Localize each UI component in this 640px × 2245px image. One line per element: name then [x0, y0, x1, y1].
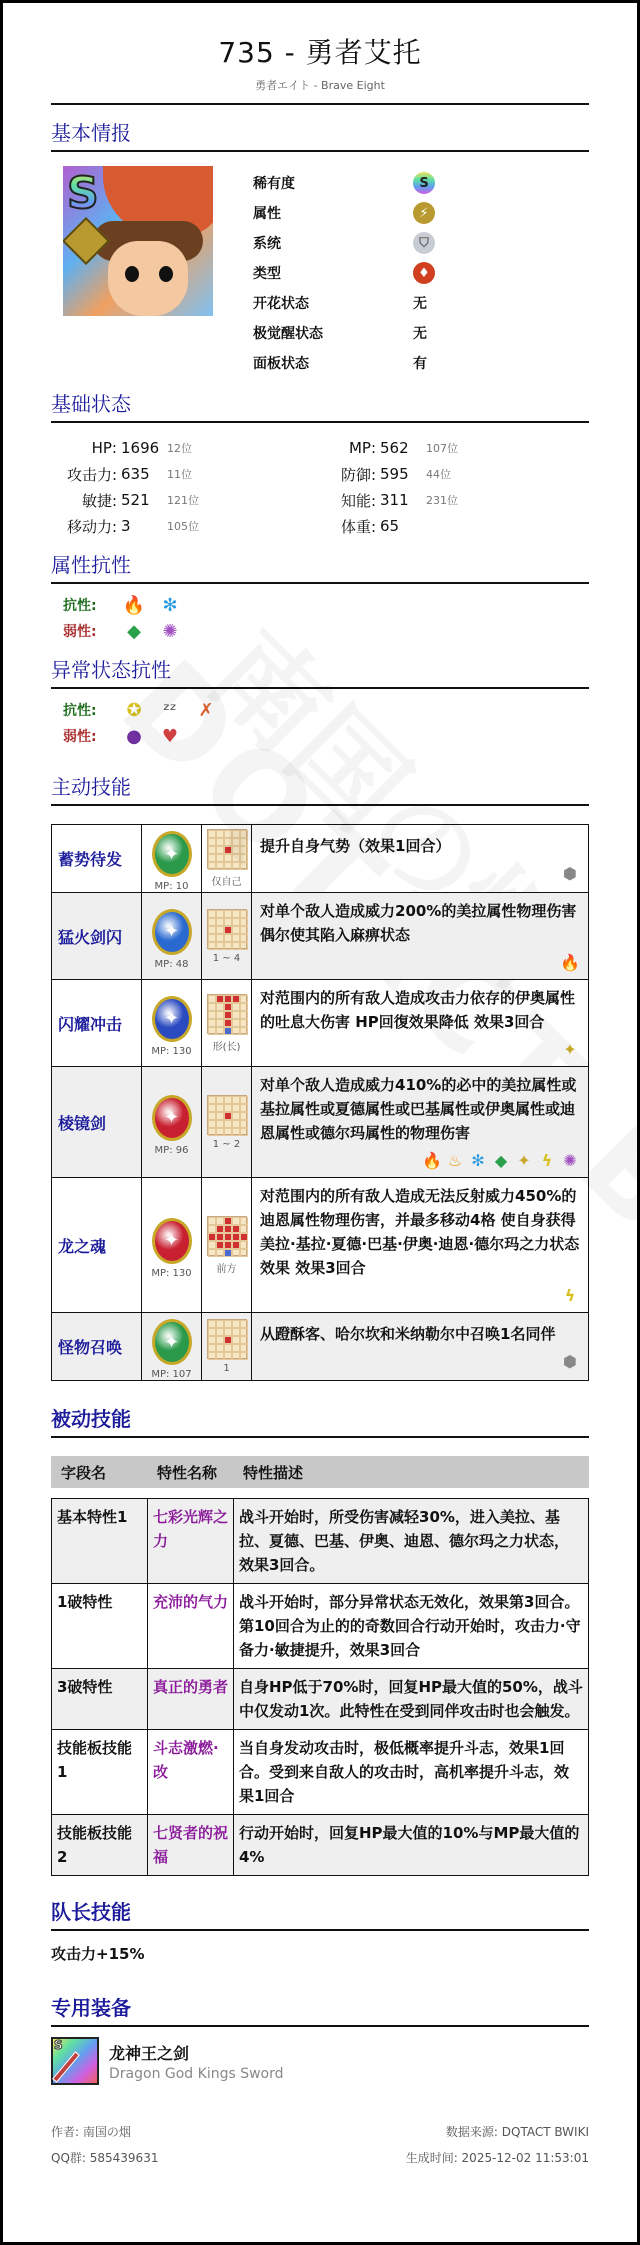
- skill-description: 对单个敌人造成威力200%的美拉属性物理伤害 偶尔使其陷入麻痹状态: [260, 902, 577, 944]
- title-divider: [51, 103, 589, 105]
- flame-icon: ♨: [447, 1151, 463, 1170]
- weak-label: 弱性:: [63, 729, 97, 745]
- passive-name: 斗志激燃·改: [148, 1730, 234, 1815]
- stat-label: 敏捷:: [81, 491, 117, 510]
- rarity-s-icon: S: [67, 168, 99, 219]
- skill-description: 对范围内的所有敌人造成无法反射威力450%的迪恩属性物理伤害，并最多移动4格 使自身获得美拉·基拉·夏德·巴基·伊奥·迪恩·德尔玛之力状态效果 效果3回合: [260, 1187, 580, 1277]
- skill-name: 棱镜剑: [52, 1067, 142, 1178]
- range-grid-icon: [207, 1095, 247, 1135]
- stat-rank: 231位: [426, 494, 458, 507]
- skill-name: 怪物召唤: [52, 1313, 142, 1381]
- skill-row[interactable]: [52, 980, 589, 1067]
- passive-field: 3破特性: [52, 1669, 148, 1730]
- skill-row[interactable]: [52, 1067, 589, 1178]
- stat-value: 65: [380, 517, 400, 535]
- stat-item: [51, 490, 320, 511]
- lightning-icon: ϟ: [564, 1286, 576, 1305]
- ice-icon: ✻: [162, 594, 178, 616]
- weak-label: 弱性:: [63, 624, 97, 640]
- skill-range: 前方: [216, 1263, 237, 1275]
- weak-row: [63, 618, 589, 644]
- equipment-item[interactable]: [51, 2037, 589, 2085]
- confusion-icon: ✪: [126, 699, 142, 721]
- element-resist: [51, 592, 589, 644]
- passive-row: [52, 1815, 589, 1876]
- light-icon: ✦: [517, 1151, 531, 1170]
- passive-skills-table: [51, 1498, 589, 1876]
- skill-mp-cost: MP: 10: [154, 881, 189, 892]
- footer-qq: QQ群: 585439631: [51, 2151, 159, 2165]
- skill-row[interactable]: [52, 1313, 589, 1381]
- stat-item: [51, 439, 320, 457]
- stat-value: 521: [121, 491, 150, 509]
- passive-name: 充沛的气力: [148, 1584, 234, 1669]
- skill-range: 1 ~ 4: [212, 952, 241, 964]
- range-grid-icon: [207, 994, 247, 1034]
- fire-icon: 🔥: [422, 1151, 442, 1170]
- section-exclusive-equip: 专用装备: [51, 1992, 589, 2027]
- rarity-s-icon: S: [413, 172, 435, 194]
- basic-info-list: [253, 168, 435, 376]
- stat-value: 562: [380, 439, 409, 457]
- active-skills-table: [51, 824, 589, 1381]
- attack-type-icon: ♦: [413, 262, 435, 284]
- skill-mp-cost: MP: 96: [154, 1144, 189, 1156]
- skill-description: 对单个敌人造成威力410%的必中的美拉属性或基拉属性或夏德属性或巴基属性或伊奥属性或迪恩属性或德尔玛属性的物理伤害: [260, 1076, 577, 1142]
- skill-row[interactable]: [52, 1178, 589, 1313]
- stat-row: [51, 513, 589, 539]
- lightning-element-icon: ⚡: [413, 202, 435, 224]
- info-row: [253, 318, 435, 348]
- stat-rank: 107位: [426, 442, 458, 455]
- info-value: 有: [413, 356, 427, 372]
- fire-icon: 🔥: [560, 953, 580, 972]
- passive-row: [52, 1584, 589, 1669]
- character-portrait: [63, 166, 213, 316]
- stat-item: [51, 464, 320, 485]
- stat-value: 3: [121, 517, 131, 535]
- stat-row: [51, 461, 589, 487]
- leader-skill-text: 攻击力+15%: [51, 1945, 145, 1963]
- stat-item: [320, 490, 589, 511]
- skill-icon: ✦: [152, 1095, 192, 1141]
- stat-value: 311: [380, 491, 409, 509]
- equipment-name: 龙神王之剑: [109, 2043, 190, 2063]
- section-leader-skill: 队长技能: [51, 1896, 589, 1931]
- stat-row: [51, 435, 589, 461]
- passive-name: 七彩光辉之力: [148, 1499, 234, 1584]
- passive-row: [52, 1499, 589, 1584]
- page-subtitle: 勇者エイト - Brave Eight: [255, 79, 385, 92]
- stat-rank: 12位: [167, 442, 192, 455]
- skill-description: 从蹬酥客、哈尔坎和米纳勒尔中召唤1名同伴: [260, 1324, 556, 1343]
- stats-grid: [51, 435, 589, 539]
- info-row: [253, 198, 435, 228]
- skill-name: 龙之魂: [52, 1178, 142, 1313]
- skill-elements: [260, 1149, 580, 1171]
- skill-name: 蓄势待发: [52, 825, 142, 893]
- stat-label: 防御:: [340, 465, 376, 484]
- stat-label: 知能:: [340, 491, 376, 510]
- page-title: 735 - 勇者艾托: [218, 36, 422, 69]
- skill-description: 提升自身气势（效果1回合）: [260, 836, 451, 855]
- section-base-stats: 基础状态: [51, 388, 589, 423]
- stat-rank: 121位: [167, 494, 199, 507]
- passive-desc: 行动开始时，回复HP最大值的10%与MP最大值的4%: [234, 1815, 589, 1876]
- resist-label: 抗性:: [63, 598, 97, 614]
- resist-row: [63, 592, 589, 618]
- skill-range: 1 ~ 2: [212, 1138, 241, 1150]
- wind-icon: ◆: [127, 620, 141, 642]
- skill-elements: [260, 862, 580, 884]
- skill-icon: ✦: [152, 831, 192, 877]
- equipment-name-en: Dragon God Kings Sword: [109, 2065, 284, 2082]
- fire-icon: 🔥: [122, 594, 146, 616]
- skill-elements: [260, 951, 580, 973]
- sleep-icon: ᶻᶻ: [163, 699, 177, 721]
- stat-label: 体重:: [340, 517, 376, 536]
- none-icon: ⬢: [563, 1351, 577, 1371]
- range-grid-icon: [207, 909, 247, 949]
- section-basic-info: 基本情报: [51, 117, 589, 152]
- passive-name: 七贤者的祝福: [148, 1815, 234, 1876]
- basic-info: [51, 166, 589, 376]
- none-icon: ⬢: [563, 863, 577, 883]
- skill-elements: [260, 1350, 580, 1372]
- stat-value: 595: [380, 465, 409, 483]
- ice-icon: ✻: [471, 1151, 485, 1170]
- info-label: 面板状态: [253, 356, 309, 372]
- stat-item: [51, 516, 320, 537]
- info-row: [253, 228, 435, 258]
- info-label: 属性: [253, 206, 281, 222]
- footer-source: 数据来源: DQTACT BWIKI: [445, 2125, 589, 2139]
- passive-field: 技能板技能1: [52, 1730, 148, 1815]
- skill-elements: [260, 1284, 580, 1306]
- stat-value: 635: [121, 465, 150, 483]
- skill-icon: ✦: [152, 1319, 192, 1365]
- section-element-resist: 属性抗性: [51, 549, 589, 584]
- range-grid-icon: [207, 1216, 247, 1256]
- skill-icon: ✦: [152, 909, 192, 955]
- range-grid-icon: [207, 829, 247, 869]
- skill-name: 闪耀冲击: [52, 980, 142, 1067]
- info-label: 开花状态: [253, 296, 309, 312]
- dark-icon: ✺: [162, 620, 178, 642]
- info-label: 系统: [253, 236, 281, 252]
- skill-description: 对范围内的所有敌人造成攻击力依存的伊奥属性的吐息大伤害 HP回復效果降低 效果3回合: [260, 989, 576, 1031]
- passive-row: [52, 1730, 589, 1815]
- resist-label: 抗性:: [63, 703, 97, 719]
- stat-value: 1696: [121, 439, 160, 457]
- info-value: 无: [413, 326, 427, 342]
- passive-name: 真正的勇者: [148, 1669, 234, 1730]
- passive-field: 技能板技能2: [52, 1815, 148, 1876]
- title-block: [51, 3, 589, 93]
- charm-icon: ♥: [161, 725, 179, 747]
- info-label: 类型: [253, 266, 281, 282]
- stat-item: [320, 464, 589, 485]
- info-label: 稀有度: [253, 176, 295, 192]
- info-row: [253, 288, 435, 318]
- section-passive-skills: 被动技能: [51, 1403, 589, 1438]
- range-grid-icon: [207, 1319, 247, 1359]
- info-row: [253, 348, 435, 378]
- sword-icon: S: [51, 2037, 99, 2085]
- info-value: 无: [413, 296, 427, 312]
- passive-table-header: [51, 1456, 589, 1488]
- weak-row: [63, 723, 589, 749]
- wind-icon: ◆: [494, 1151, 508, 1170]
- skill-mp-cost: MP: 130: [151, 1045, 192, 1057]
- stat-rank: 11位: [167, 468, 192, 481]
- info-row: [253, 258, 435, 288]
- shield-system-icon: ⛉: [413, 232, 435, 254]
- section-active-skills: 主动技能: [51, 771, 589, 806]
- footer: [51, 2119, 589, 2171]
- stat-label: 攻击力:: [66, 465, 117, 484]
- skill-range: 1: [223, 1363, 230, 1374]
- passive-field: 基本特性1: [52, 1499, 148, 1584]
- info-label: 极觉醒状态: [253, 326, 323, 342]
- attack-down-icon: ✗: [198, 699, 214, 721]
- skill-icon: ✦: [152, 996, 192, 1042]
- lightning-icon: ϟ: [541, 1151, 553, 1170]
- footer-author: 作者: 南国の烟: [51, 2125, 131, 2139]
- passive-desc: 战斗开始时，部分异常状态无效化，效果第3回合。第10回合为止的的奇数回合行动开始时，攻击力·守备力·敏捷提升，效果3回合: [234, 1584, 589, 1669]
- skill-icon: ✦: [152, 1218, 192, 1264]
- skill-range: 仅自己: [211, 877, 242, 888]
- stat-item: [320, 439, 589, 457]
- stat-item: [320, 516, 589, 537]
- poison-icon: ●: [126, 725, 142, 747]
- passive-desc: 自身HP低于70%时，回复HP最大值的50%，战斗中仅发动1次。此特性在受到同伴攻击时也会触发。: [234, 1669, 589, 1730]
- passive-desc: 战斗开始时，所受伤害减轻30%，进入美拉、基拉、夏德、巴基、伊奥、迪恩、德尔玛之力状态，效果3回合。: [234, 1499, 589, 1584]
- skill-range: 形(长): [212, 1041, 241, 1053]
- stat-rank: 105位: [167, 520, 199, 533]
- status-resist: [51, 697, 589, 749]
- footer-generated: 生成时间: 2025-12-02 11:53:01: [405, 2151, 589, 2165]
- resist-row: [63, 697, 589, 723]
- skill-mp-cost: MP: 48: [154, 958, 189, 970]
- skill-mp-cost: MP: 130: [151, 1267, 192, 1279]
- header-name: 特性名称: [157, 1463, 218, 1482]
- skill-name: 猛火剑闪: [52, 893, 142, 980]
- info-row: [253, 168, 435, 198]
- dark-icon: ✺: [563, 1151, 577, 1170]
- light-icon: ✦: [563, 1040, 577, 1059]
- skill-row[interactable]: [52, 893, 589, 980]
- skill-mp-cost: MP: 107: [151, 1369, 192, 1380]
- stat-label: 移动力:: [66, 517, 117, 536]
- passive-row: [52, 1669, 589, 1730]
- skill-elements: [260, 1038, 580, 1060]
- stat-label: HP:: [91, 439, 117, 457]
- header-field: 字段名: [61, 1463, 107, 1482]
- header-desc: 特性描述: [243, 1463, 304, 1482]
- skill-row[interactable]: [52, 825, 589, 893]
- passive-field: 1破特性: [52, 1584, 148, 1669]
- stat-row: [51, 487, 589, 513]
- stat-label: MP:: [348, 439, 376, 457]
- passive-desc: 当自身发动攻击时，极低概率提升斗志，效果1回合。受到来自敌人的攻击时，高机率提升斗志，效果1回合: [234, 1730, 589, 1815]
- section-status-resist: 异常状态抗性: [51, 654, 589, 689]
- stat-rank: 44位: [426, 468, 451, 481]
